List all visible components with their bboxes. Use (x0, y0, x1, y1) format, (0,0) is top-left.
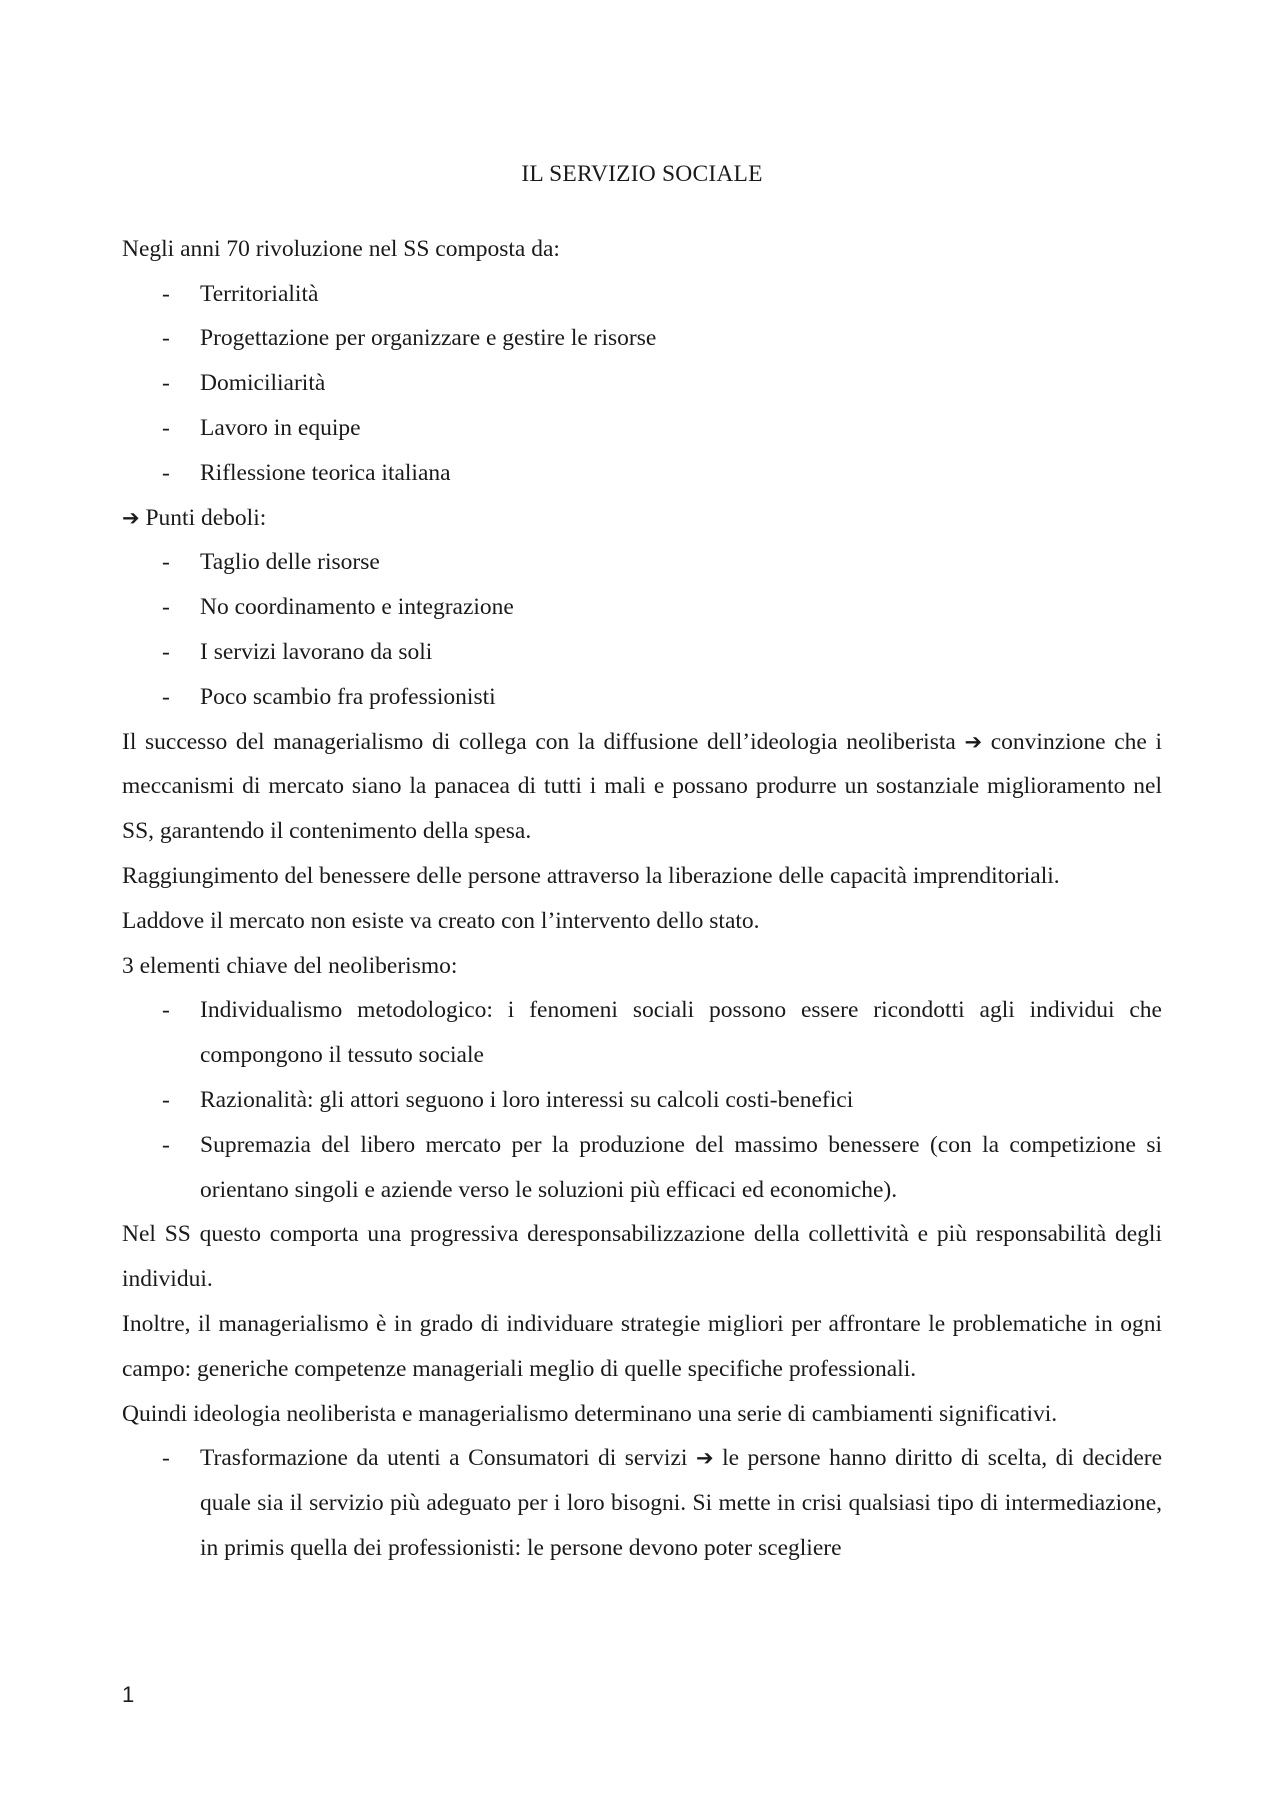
list-item-text: Supremazia del libero mercato per la produzione del massimo benessere (con la competizione si orientano singoli e aziende verso le soluzioni più efficaci ed economiche). (200, 1131, 1162, 1203)
document-body (122, 152, 1162, 1571)
list-item (122, 585, 1162, 630)
paragraph-text: Punti deboli: (145, 504, 267, 531)
dash-bullet: - (162, 638, 170, 665)
dash-bullet: - (162, 683, 170, 710)
dash-bullet: - (162, 997, 170, 1024)
list-item (122, 406, 1162, 451)
list-item (122, 675, 1162, 720)
dash-bullet: - (162, 459, 170, 486)
bullet-list (122, 540, 1162, 719)
page-number: 1 (122, 1682, 135, 1707)
dash-bullet: - (162, 549, 170, 576)
list-item (122, 988, 1162, 1078)
list-item (122, 1078, 1162, 1123)
list-item-text: Domiciliarità (200, 370, 326, 397)
list-item-text: le persone hanno diritto di scelta, di decidere quale sia il servizio più adeguato per i loro bisogni. Si mette in crisi qualsiasi tipo di intermediazione, in primis quella dei professionisti: le persone devono poter scegliere (200, 1445, 1163, 1561)
list-item-text: Poco scambio fra professionisti (200, 683, 496, 710)
arrow-right-icon: ➔ (122, 505, 140, 530)
document-title: IL SERVIZIO SOCIALE (521, 161, 763, 187)
paragraph: Laddove il mercato non esiste va creato con l’intervento dello stato. (122, 907, 760, 934)
list-item-text: I servizi lavorano da soli (200, 638, 433, 665)
bullet-list (122, 272, 1162, 496)
list-item-text: Riflessione teorica italiana (200, 459, 451, 486)
dash-bullet: - (162, 594, 170, 621)
dash-bullet: - (162, 414, 170, 441)
paragraph: Negli anni 70 rivoluzione nel SS composta da: (122, 235, 560, 262)
paragraph: Inoltre, il managerialismo è in grado di individuare strategie migliori per affrontare le problematiche in ogni campo: generiche competenze manageriali meglio di quelle specifiche professionali. (122, 1310, 1162, 1382)
paragraph (122, 720, 1162, 854)
list-item-text: No coordinamento e integrazione (200, 594, 514, 621)
list-item (122, 451, 1162, 496)
list-item (122, 630, 1162, 675)
dash-bullet: - (162, 1131, 170, 1158)
arrow-paragraph (122, 496, 1162, 541)
paragraph: Raggiungimento del benessere delle persone attraverso la liberazione delle capacità imprenditoriali. (122, 862, 1060, 889)
list-item (122, 1436, 1162, 1570)
list-item (122, 316, 1162, 361)
list-item-text: Razionalità: gli attori seguono i loro interessi su calcoli costi-benefici (200, 1086, 854, 1113)
list-item (122, 272, 1162, 317)
paragraph: 3 elementi chiave del neoliberismo: (122, 952, 458, 979)
list-item (122, 1123, 1162, 1213)
paragraph-text: Il successo del managerialismo di collega con la diffusione dell’ideologia neoliberista (122, 728, 956, 755)
list-item-text: Territorialità (200, 280, 319, 307)
list-item (122, 540, 1162, 585)
list-item-text: Trasformazione da utenti a Consumatori di servizi (200, 1445, 688, 1472)
dash-bullet: - (162, 325, 170, 352)
bullet-list (122, 1436, 1162, 1570)
bullet-list (122, 988, 1162, 1212)
dash-bullet: - (162, 1086, 170, 1113)
dash-bullet: - (162, 280, 170, 307)
list-item-text: Progettazione per organizzare e gestire le risorse (200, 325, 657, 352)
paragraph: Quindi ideologia neoliberista e managerialismo determinano una serie di cambiamenti significativi. (122, 1400, 1058, 1427)
list-item-text: Individualismo metodologico: i fenomeni sociali possono essere ricondotti agli individui che compongono il tessuto sociale (200, 997, 1162, 1069)
dash-bullet: - (162, 1445, 170, 1472)
list-item-text: Lavoro in equipe (200, 414, 361, 441)
paragraph-text: convinzione che i meccanismi di mercato siano la panacea di tutti i mali e possano produrre un sostanziale miglioramento nel SS, garantendo il contenimento della spesa. (122, 728, 1163, 845)
list-item (122, 361, 1162, 406)
dash-bullet: - (162, 370, 170, 397)
paragraph: Nel SS questo comporta una progressiva deresponsabilizzazione della collettività e più responsabilità degli individui. (122, 1221, 1162, 1293)
arrow-right-icon: ➔ (695, 1446, 714, 1471)
arrow-right-icon: ➔ (964, 729, 983, 754)
list-item-text: Taglio delle risorse (200, 549, 380, 576)
